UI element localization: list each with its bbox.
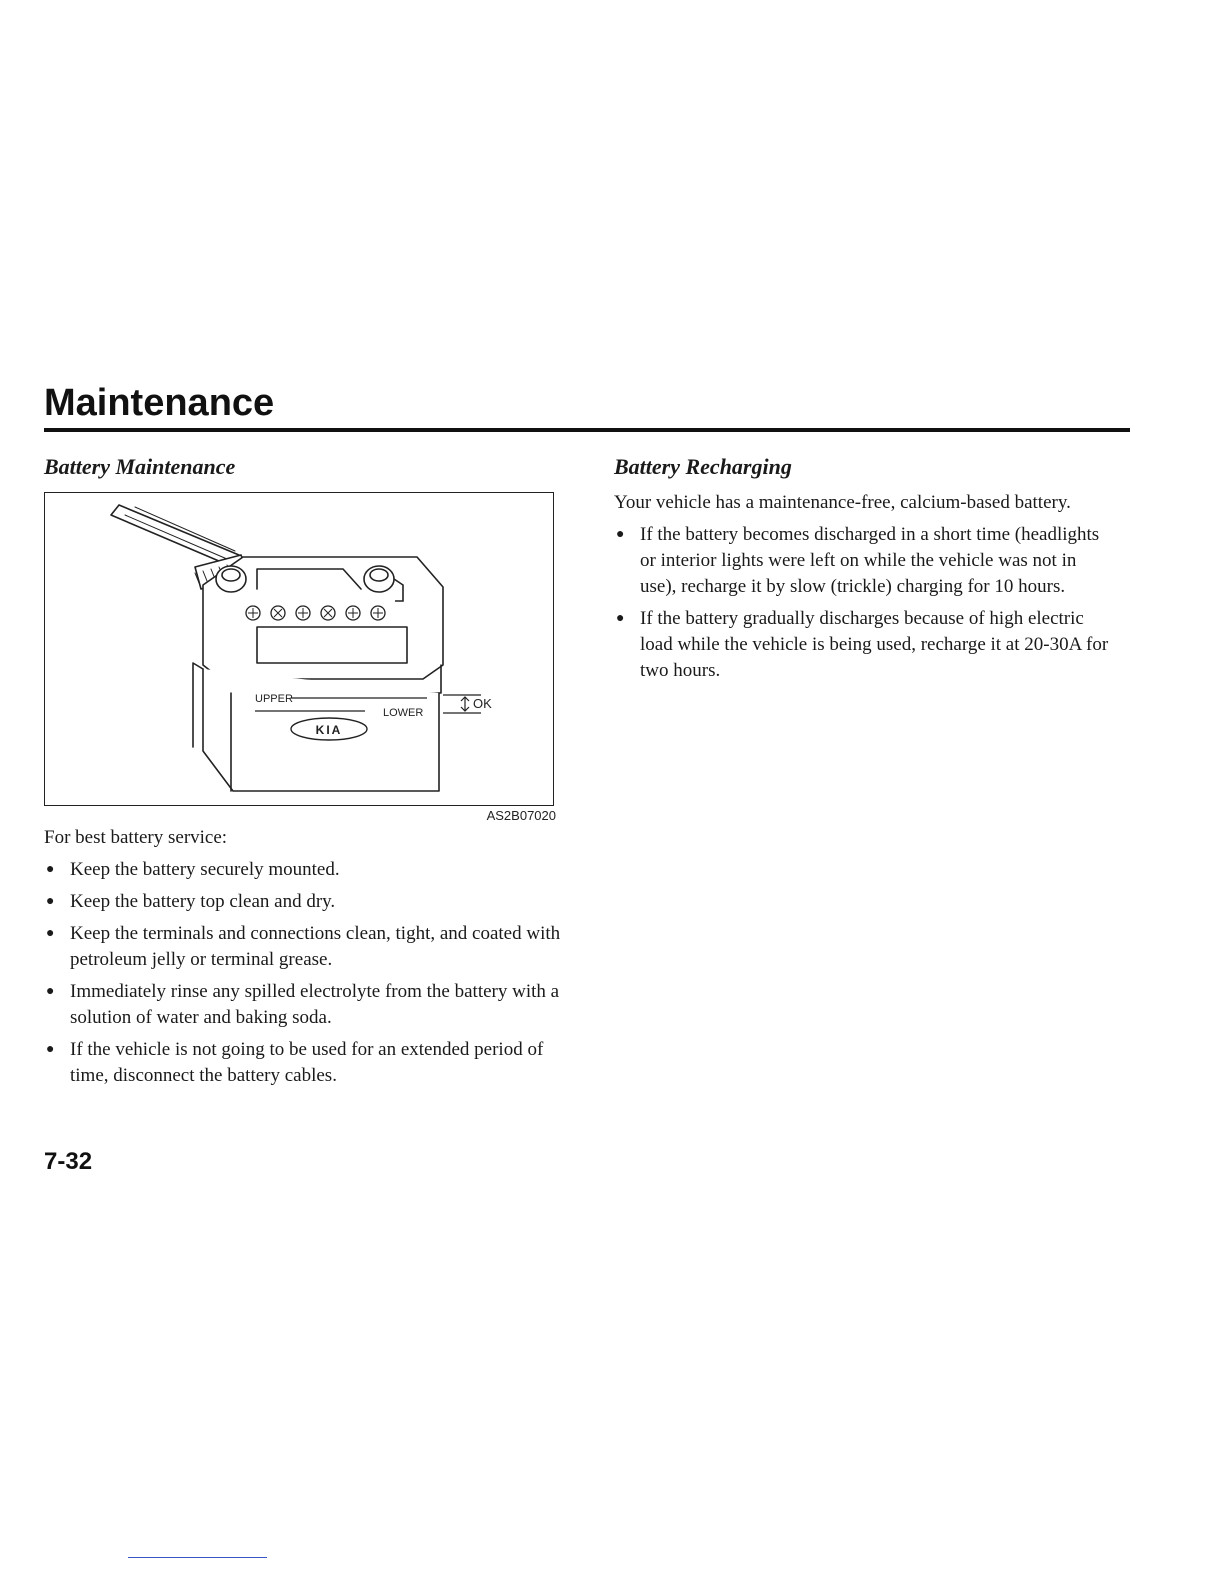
list-item <box>44 979 564 1031</box>
list-item-text: Keep the battery top clean and dry. <box>70 891 336 912</box>
maintenance-tips-list <box>44 857 564 1089</box>
footer-link-underline <box>128 1557 267 1558</box>
list-item <box>44 1037 564 1089</box>
kia-logo-text: KIA <box>315 723 343 737</box>
list-item-text: If the battery becomes discharged in a short time (headlights or interior lights were left on while the vehicle was not in use), recharge it by slow (trickle) charging for 10 hours. <box>640 524 1100 597</box>
brush-handle <box>111 505 239 567</box>
list-item <box>614 606 1114 684</box>
bullet-icon: ● <box>46 926 55 941</box>
bullet-icon: ● <box>46 862 55 877</box>
right-column <box>614 452 1114 690</box>
list-item <box>44 857 564 883</box>
battery-illustration <box>44 492 554 806</box>
bullet-icon: ● <box>616 611 625 626</box>
page-number: 7-32 <box>44 1148 93 1175</box>
list-item <box>44 921 564 973</box>
upper-level-label: UPPER <box>255 693 293 705</box>
battery-type-intro: Your vehicle has a maintenance-free, calcium-based battery. <box>614 492 1071 513</box>
list-item-text: Keep the terminals and connections clean, tight, and coated with petroleum jelly or terminal grease. <box>70 923 561 970</box>
bullet-icon: ● <box>46 984 55 999</box>
list-item-text: Immediately rinse any spilled electrolyte from the battery with a solution of water and baking soda. <box>70 981 560 1028</box>
recharging-list <box>614 522 1114 684</box>
lower-level-label: LOWER <box>383 707 424 719</box>
list-item-text: If the battery gradually discharges because of high electric load while the vehicle is being used, recharge it at 20-30A for two hours. <box>640 608 1109 681</box>
battery-maintenance-heading: Battery Maintenance <box>44 454 236 479</box>
ok-range-label: OK <box>473 696 492 711</box>
battery-recharging-heading: Battery Recharging <box>614 454 792 479</box>
left-column <box>44 452 564 1095</box>
list-item <box>44 889 564 915</box>
list-item-text: Keep the battery securely mounted. <box>70 859 340 880</box>
figure-code: AS2B07020 <box>486 808 556 823</box>
list-item-text: If the vehicle is not going to be used for an extended period of time, disconnect the battery cables. <box>70 1039 544 1086</box>
bullet-icon: ● <box>46 894 55 909</box>
bullet-icon: ● <box>616 527 625 542</box>
bullet-icon: ● <box>46 1042 55 1057</box>
battery-drawing <box>45 493 553 805</box>
section-title: Maintenance <box>44 382 275 424</box>
best-service-intro: For best battery service: <box>44 827 228 848</box>
list-item <box>614 522 1114 600</box>
header-rule <box>44 428 1130 432</box>
